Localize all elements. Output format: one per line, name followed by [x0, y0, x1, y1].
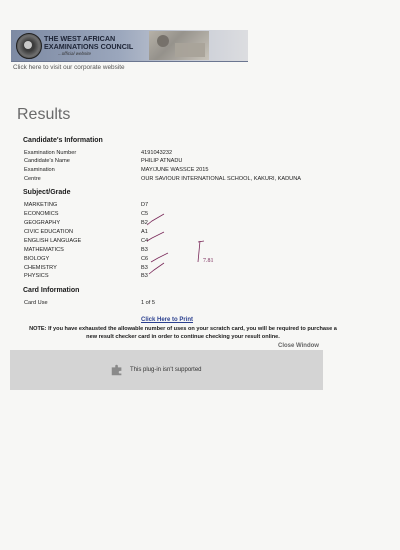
candidate-name-value: PHILIP ATNADU	[141, 158, 183, 164]
subject-row-label: BIOLOGY	[24, 256, 50, 262]
subject-row-label: GEOGRAPHY	[24, 220, 61, 226]
pen-tick-icon	[146, 231, 166, 243]
subject-row-label: PHYSICS	[24, 273, 49, 279]
subject-row-label: MATHEMATICS	[24, 247, 64, 253]
subject-row-grade: D7	[141, 202, 149, 208]
subject-row-grade: B3	[141, 247, 148, 253]
subject-row-label: MARKETING	[24, 202, 58, 208]
banner-title-line1: THE WEST AFRICAN	[44, 34, 116, 43]
subject-row-grade: C5	[141, 211, 149, 217]
centre-label: Centre	[24, 176, 41, 182]
waec-banner[interactable]	[11, 30, 248, 62]
centre-value: OUR SAVIOUR INTERNATIONAL SCHOOL, KAKURI, KADUNA	[141, 176, 301, 182]
waec-logo-icon	[16, 33, 42, 59]
handwritten-note	[194, 240, 224, 266]
banner-title-line2: EXAMINATIONS COUNCIL	[44, 42, 134, 51]
examination-value: MAY/JUNE WASSCE 2015	[141, 167, 209, 173]
exam-number-label: Examination Number	[24, 150, 77, 156]
close-window-link[interactable]: Close Window	[278, 343, 319, 349]
banner-title	[44, 35, 164, 51]
corporate-website-link[interactable]: Click here to visit our corporate website	[13, 64, 125, 71]
subject-row-grade: B3	[141, 265, 148, 271]
page-title: Results	[17, 106, 71, 123]
candidate-info-title: Candidate's Information	[23, 137, 103, 144]
subject-grade-title: Subject/Grade	[23, 189, 71, 196]
subject-row-label: ENGLISH LANGUAGE	[24, 238, 82, 244]
plugin-message: This plug-in isn't supported	[130, 367, 202, 373]
examination-label: Examination	[24, 167, 55, 173]
pen-tick-icon	[148, 262, 166, 276]
subject-row-label: ECONOMICS	[24, 211, 59, 217]
puzzle-piece-icon	[110, 363, 124, 377]
candidate-name-label: Candidate's Name	[24, 158, 70, 164]
exam-number-value: 4191043232	[141, 150, 173, 156]
card-info-title: Card Information	[23, 287, 80, 294]
subject-row-label: CIVIC EDUCATION	[24, 229, 73, 235]
card-use-value: 1 of 5	[141, 300, 155, 306]
subject-row-grade: C6	[141, 256, 149, 262]
subject-row-grade: C4	[141, 238, 149, 244]
subject-row-grade: B2	[141, 220, 148, 226]
note-text: NOTE: If you have exhausted the allowable number of uses on your scratch card, you will be required to purchase a new result checker card in order to continue checking your result online.	[29, 326, 337, 340]
svg-text:7.81: 7.81	[203, 258, 214, 264]
card-use-label: Card Use	[24, 300, 48, 306]
subject-row-label: CHEMISTRY	[24, 265, 57, 271]
subject-row-grade: B3	[141, 273, 148, 279]
banner-official-text: ...official website	[58, 51, 92, 56]
print-link[interactable]: Click Here to Print	[141, 317, 194, 323]
pen-tick-icon	[146, 213, 166, 227]
plugin-placeholder	[10, 350, 323, 390]
subject-row-grade: A1	[141, 229, 148, 235]
banner-photo	[149, 31, 209, 60]
